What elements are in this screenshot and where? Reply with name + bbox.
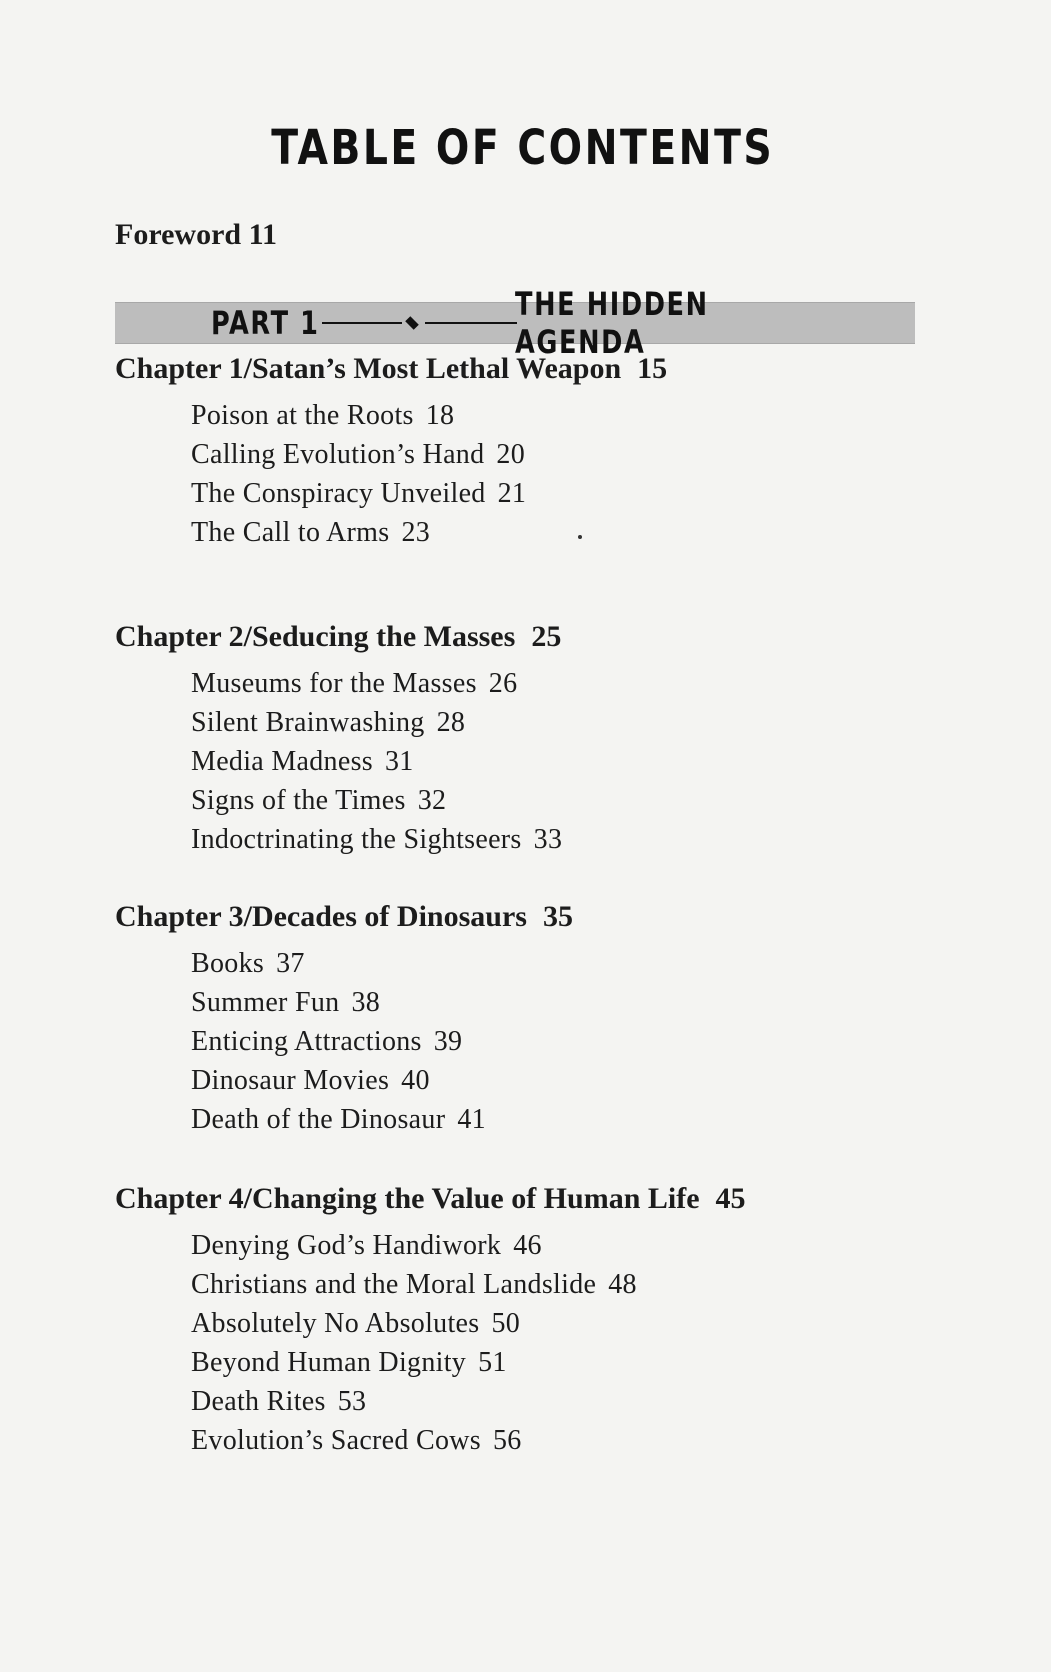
entry-title: Calling Evolution’s Hand	[191, 439, 485, 470]
entry-page: 56	[493, 1425, 522, 1456]
entry-title: Indoctrinating the Sightseers	[191, 824, 522, 855]
part-banner	[115, 285, 915, 361]
entry-page: 21	[497, 478, 527, 509]
entry-title: Denying God’s Handiwork	[191, 1230, 502, 1261]
entry-page: 51	[478, 1347, 507, 1378]
print-speck	[578, 535, 582, 539]
entry-page: 50	[491, 1308, 521, 1339]
chapter-2	[115, 620, 562, 859]
chapter-title: Chapter 3/Decades of Dinosaurs	[115, 900, 527, 933]
entry-title: Beyond Human Dignity	[191, 1347, 467, 1378]
entry-title: Summer Fun	[191, 987, 340, 1018]
toc-entry[interactable]	[191, 703, 562, 742]
toc-entry[interactable]	[191, 435, 667, 474]
foreword-label: Foreword	[115, 218, 242, 251]
toc-entry[interactable]	[191, 1382, 746, 1421]
part-title: THE HIDDEN AGENDA	[515, 285, 709, 361]
entry-page: 31	[384, 746, 414, 777]
chapter-entries	[115, 664, 562, 859]
entry-page: 28	[436, 707, 466, 738]
toc-entry[interactable]	[191, 664, 562, 703]
toc-entry[interactable]	[191, 474, 667, 513]
entry-page: 33	[533, 824, 563, 855]
chapter-1	[115, 352, 667, 552]
chapter-4	[115, 1182, 746, 1460]
toc-entry[interactable]	[191, 1304, 746, 1343]
toc-entry[interactable]	[191, 1100, 573, 1139]
toc-entry[interactable]	[191, 1226, 746, 1265]
entry-title: Evolution’s Sacred Cows	[191, 1425, 481, 1456]
foreword-entry[interactable]	[115, 218, 277, 252]
entry-page: 41	[457, 1104, 486, 1135]
entry-page: 37	[276, 948, 305, 979]
chapter-title: Chapter 4/Changing the Value of Human Life	[115, 1182, 700, 1215]
divider-line-right	[425, 322, 517, 324]
toc-entry[interactable]	[191, 1343, 746, 1382]
chapter-3	[115, 900, 573, 1139]
chapter-entries	[115, 1226, 746, 1460]
entry-title: The Conspiracy Unveiled	[191, 478, 486, 509]
part-number: PART 1	[211, 304, 320, 342]
chapter-title: Chapter 2/Seducing the Masses	[115, 620, 516, 653]
entry-title: Death of the Dinosaur	[191, 1104, 446, 1135]
entry-page: 40	[401, 1065, 430, 1096]
entry-page: 26	[488, 668, 518, 699]
chapter-page: 35	[542, 900, 573, 933]
toc-entry[interactable]	[191, 983, 573, 1022]
toc-entry[interactable]	[191, 396, 667, 435]
page-title: TABLE OF CONTENTS	[271, 120, 775, 176]
entry-title: Enticing Attractions	[191, 1026, 422, 1057]
chapter-heading[interactable]	[115, 352, 667, 386]
toc-entry[interactable]	[191, 781, 562, 820]
chapter-heading[interactable]	[115, 900, 573, 934]
entry-title: Christians and the Moral Landslide	[191, 1269, 597, 1300]
entry-page: 46	[513, 1230, 542, 1261]
entry-page: 18	[425, 400, 455, 431]
chapter-page: 45	[715, 1182, 746, 1215]
toc-entry[interactable]	[191, 944, 573, 983]
chapter-page: 25	[531, 620, 562, 653]
entry-title: Museums for the Masses	[191, 668, 477, 699]
toc-entry[interactable]	[191, 742, 562, 781]
entry-title: Signs of the Times	[191, 785, 406, 816]
foreword-page: 11	[248, 218, 277, 251]
toc-entry[interactable]	[191, 1061, 573, 1100]
divider-line-left	[322, 322, 402, 324]
entry-title: Death Rites	[191, 1386, 326, 1417]
toc-entry[interactable]	[191, 513, 667, 552]
entry-page: 38	[351, 987, 381, 1018]
entry-title: Dinosaur Movies	[191, 1065, 390, 1096]
entry-title: Poison at the Roots	[191, 400, 414, 431]
toc-entry[interactable]	[191, 1421, 746, 1460]
chapter-entries	[115, 396, 667, 552]
chapter-entries	[115, 944, 573, 1139]
entry-title: Media Madness	[191, 746, 373, 777]
entry-title: The Call to Arms	[191, 517, 390, 548]
entry-page: 48	[608, 1269, 637, 1300]
entry-page: 23	[401, 517, 431, 548]
toc-entry[interactable]	[191, 820, 562, 859]
entry-title: Absolutely No Absolutes	[191, 1308, 480, 1339]
chapter-heading[interactable]	[115, 1182, 746, 1216]
diamond-ornament-icon	[405, 316, 419, 330]
entry-page: 53	[337, 1386, 367, 1417]
chapter-page: 15	[637, 352, 668, 385]
entry-page: 39	[433, 1026, 463, 1057]
entry-title: Books	[191, 948, 265, 979]
entry-page: 20	[496, 439, 526, 470]
chapter-title: Chapter 1/Satan’s Most Lethal Weapon	[115, 352, 622, 385]
toc-entry[interactable]	[191, 1265, 746, 1304]
toc-entry[interactable]	[191, 1022, 573, 1061]
entry-page: 32	[417, 785, 447, 816]
entry-title: Silent Brainwashing	[191, 707, 425, 738]
chapter-heading[interactable]	[115, 620, 562, 654]
